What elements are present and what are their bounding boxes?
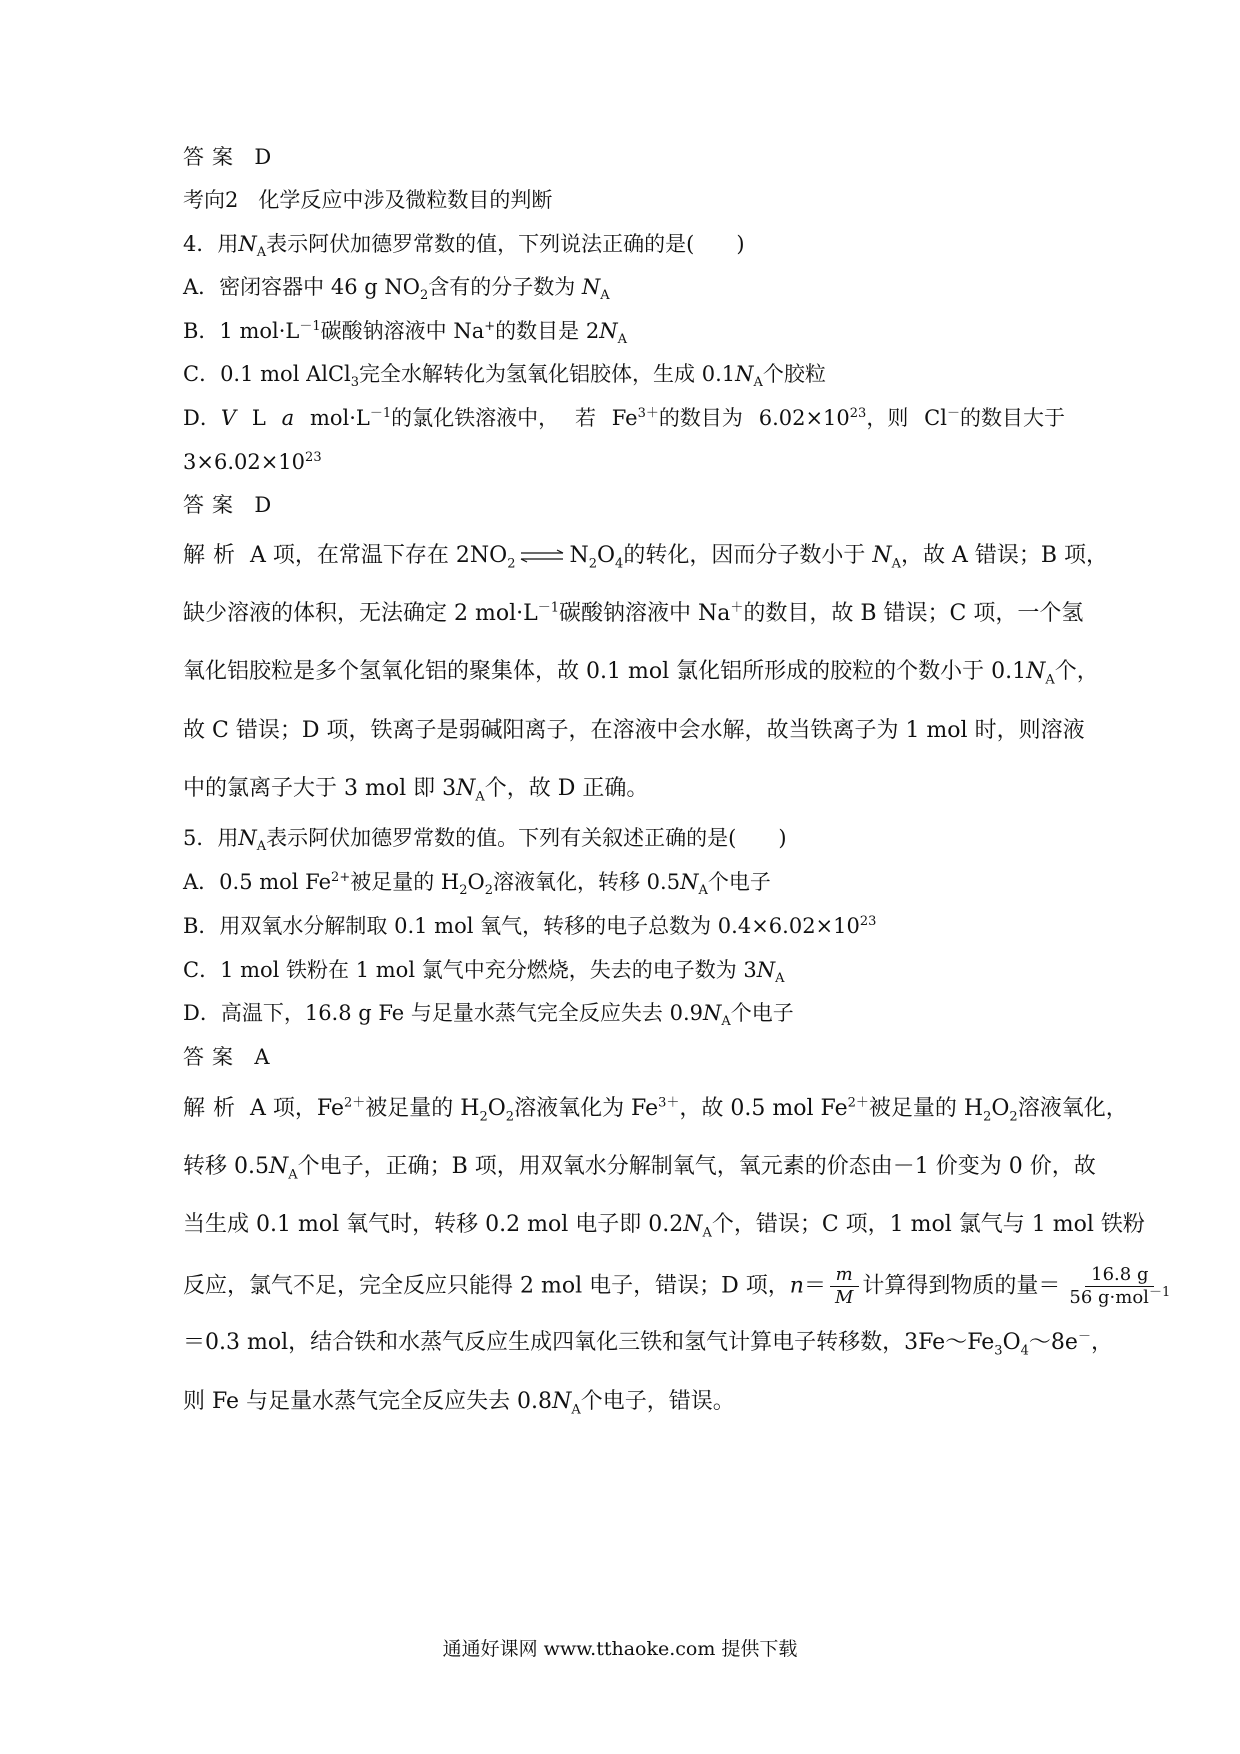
- q4-answer: 答案 D: [183, 493, 272, 517]
- q4-analysis-line2: 缺少溶液的体积，无法确定 2 $mol\cdot L^{-1}$碳酸钠溶液中 Na＋的数目，故 B 错误；C 项，一个氢: [183, 600, 1084, 626]
- q5-option-c: C．1 mol 铁粉在 1 mol 氯气中充分燃烧，失去的电子数为 $3N_A$: [183, 958, 785, 987]
- q4-analysis-line3: 氧化铝胶粒是多个氢氧化铝的聚集体，故 0.1 mol 氯化铝所形成的胶粒的个数小于 $0.1N_A$个，: [183, 659, 1099, 688]
- fraction-mass-over-molar-mass: $\frac{16.8 g}{56 g\cdot mol^{-1}}$: [1069, 1264, 1171, 1308]
- q5-analysis-line2: 转移 $0.5N_A$个电子，正确；B 项，用双氧水分解制氧气，氧元素的价态由－1 价变为 0 价，故: [183, 1154, 1096, 1183]
- q5-option-b: B．用双氧水分解制取 0.1 mol 氧气，转移的电子总数为 $0.4\times 6.02\times 10^{23}$: [183, 914, 877, 938]
- q4-option-a: A．密闭容器中 46 g $NO_2$含有的分子数为 $N_A$: [183, 275, 610, 304]
- q5-option-a: A．0.5 mol $Fe^{2+}$被足量的 $H_2O_2$溶液氧化，转移 $0.5N_A$个电子: [183, 870, 771, 899]
- topic-heading: 考向2 化学反应中涉及微粒数目的判断: [183, 188, 553, 212]
- q4-stem: 4．用$N_A$表示阿伏加德罗常数的值，下列说法正确的是( ): [183, 232, 745, 261]
- q5-stem: 5．用$N_A$表示阿伏加德罗常数的值。下列有关叙述正确的是( ): [183, 826, 787, 855]
- answer-line-prev: 答案 D: [183, 145, 272, 169]
- fraction-m-over-M: $\frac{m}{M}$: [829, 1264, 859, 1309]
- q4-analysis-line4: 故 C 错误；D 项，铁离子是弱碱阳离子，在溶液中会水解，故当铁离子为 1 mol 时，则溶液: [183, 718, 1085, 743]
- q5-analysis-line6: 则 Fe 与足量水蒸气完全反应失去 $0.8N_A$个电子，错误。: [183, 1389, 735, 1418]
- q4-option-c: C．0.1 mol AlCl$_3$完全水解转化为氢氧化铝胶体，生成 $0.1N_A$个胶粒: [183, 362, 826, 391]
- q5-analysis-line4: 反应，氯气不足，完全反应只能得 2 mol 电子，错误；D 项，n＝ $\frac{m}{M}$ 计算得到物质的量＝ $\frac{16.8 g}{56 g\cdot mol^{-1}}$: [183, 1264, 1179, 1309]
- q5-analysis-line1: 解析 A 项，$Fe^{2+}$被足量的 $H_2O_2$溶液氧化为 $Fe^{3+}$，故 0.5 mol $Fe^{2+}$被足量的 $H_2O_2$溶液氧化，: [183, 1095, 1128, 1125]
- q5-analysis-line3: 当生成 0.1 mol 氧气时，转移 0.2 mol 电子即 $0.2N_A$个，错误；C 项，1 mol 氯气与 1 mol 铁粉: [183, 1212, 1145, 1241]
- equilibrium-arrow-icon: [519, 549, 565, 563]
- q4-analysis-line1: 解析 A 项，在常温下存在 $2NO_2$ $N_2O_4$的转化，因而分子数小于 $N_A$，故 A 错误；B 项，: [183, 543, 1109, 572]
- q5-analysis-line5: ＝0.3 mol，结合铁和水蒸气反应生成四氧化三铁和氢气计算电子转移数，$3Fe\sim Fe_3O_4\sim 8e^-$，: [183, 1329, 1113, 1359]
- q5-answer: 答案 A: [183, 1045, 270, 1069]
- q4-option-b: B．1 $mol\cdot L^{-1}$碳酸钠溶液中 Na+的数目是 $2N_A$: [183, 319, 627, 348]
- page-footer: 通通好课网 www.tthaoke.com 提供下载: [442, 1638, 798, 1660]
- q4-option-d-line2: $3\times 6.02\times 10^{23}$: [183, 450, 322, 474]
- q4-option-d-line1: D．V L a $mol\cdot L^{-1}$的氯化铁溶液中， 若 $Fe^{3+}$的数目为 $6.02\times 10^{23}$，则 Cl－的数目大于: [183, 406, 1065, 430]
- q4-analysis-line5: 中的氯离子大于 3 mol 即 $3N_A$个，故 D 正确。: [183, 776, 649, 805]
- q5-option-d: D．高温下，16.8 g Fe 与足量水蒸气完全反应失去 $0.9N_A$个电子: [183, 1001, 794, 1030]
